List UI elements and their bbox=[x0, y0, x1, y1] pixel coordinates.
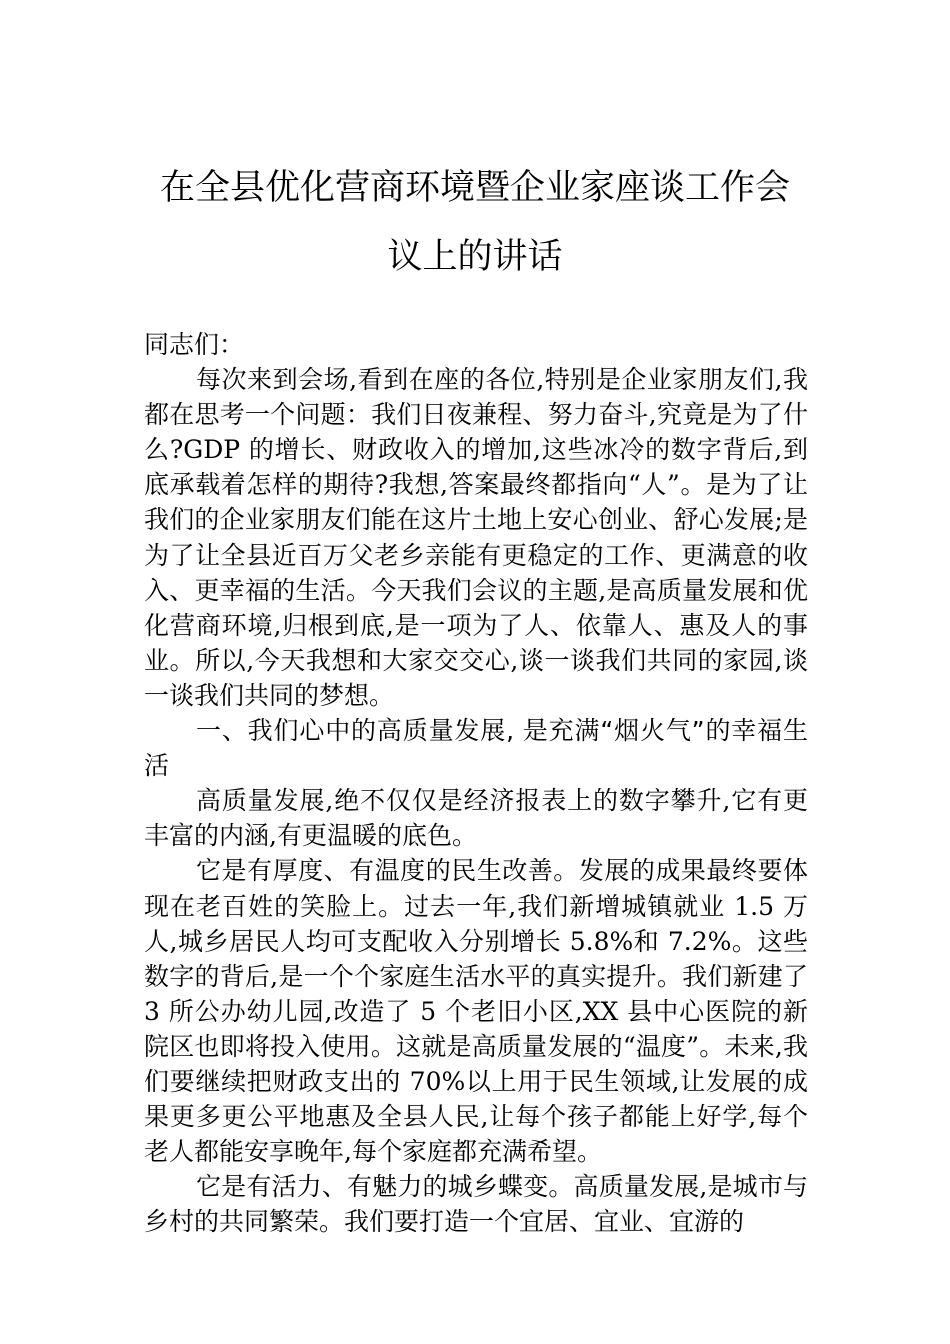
document-body bbox=[144, 327, 808, 1239]
document-title-line-1: 在全县优化营商环境暨企业家座谈工作会 bbox=[159, 168, 790, 208]
document-title-line-2: 议上的讲话 bbox=[387, 237, 563, 277]
salutation: 同志们： bbox=[144, 330, 245, 359]
paragraph-livelihood: 它是有厚度、有温度的民生改善。发展的成果最终要体现在老百姓的笑脸上。过去一年,我们新增城镇就业 1.5 万人,城乡居民人均可支配收入分别增长 5.8%和 7.2%。这些数字的背后,是一个个家庭生活水平的真实提升。我们新建了 3 所公办幼儿园,改造了 5 个老旧小区,XX 县中心医院的新院区也即将投入使用。这就是高质量发展的“温度”。未来,我们要继续把财政支出的 70%以上用于民生领域,让发展的成果更多更公平地惠及全县人民,让每个孩子都能上好学,每个老人都能安享晚年,每个家庭都充满希望。 bbox=[144, 856, 808, 1167]
paragraph-section1-intro: 高质量发展,绝不仅仅是经济报表上的数字攀升,它有更丰富的内涵,有更温暖的底色。 bbox=[144, 786, 808, 851]
paragraph-opening: 每次来到会场,看到在座的各位,特别是企业家朋友们,我都在思考一个问题：我们日夜兼程、努力奋斗,究竟是为了什么?GDP 的增长、财政收入的增加,这些冰冷的数字背后,到底承载着怎样的期待?我想,答案最终都指向“人”。是为了让我们的企业家朋友们能在这片土地上安心创业、舒心发展;是为了让全县近百万父老乡亲能有更稳定的工作、更满意的收入、更幸福的生活。今天我们会议的主题,是高质量发展和优化营商环境,归根到底,是一项为了人、依靠人、惠及人的事业。所以,今天我想和大家交交心,谈一谈我们共同的家园,谈一谈我们共同的梦想。 bbox=[144, 365, 808, 710]
paragraph-urban-rural: 它是有活力、有魅力的城乡蝶变。高质量发展,是城市与乡村的共同繁荣。我们要打造一个宜居、宜业、宜游的 bbox=[144, 1172, 808, 1237]
section-heading-1: 一、我们心中的高质量发展, 是充满“烟火气”的幸福生活 bbox=[144, 716, 808, 781]
